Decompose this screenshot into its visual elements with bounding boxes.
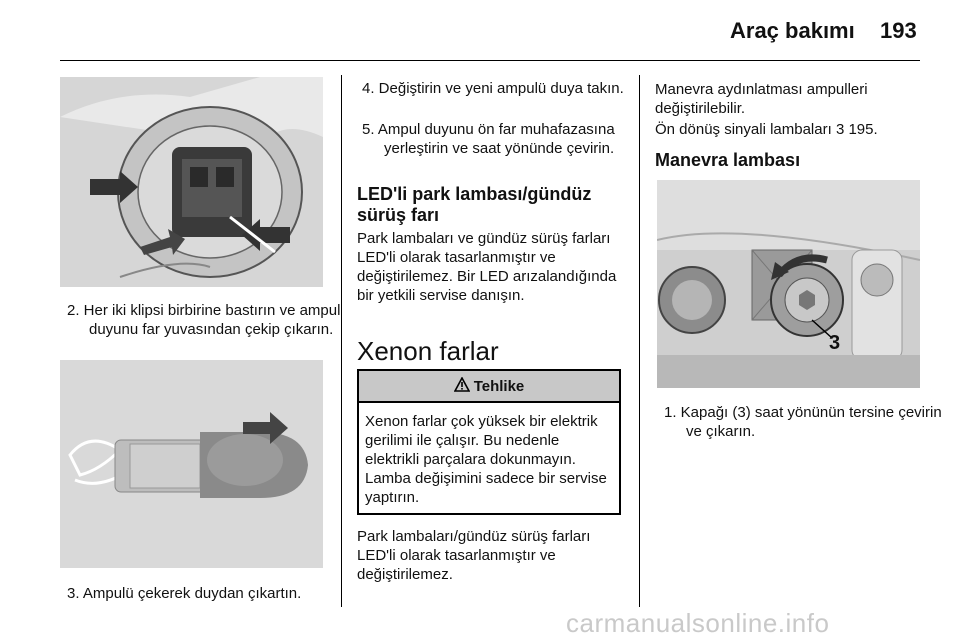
led-section-heading: LED'li park lambası/gündüz sürüş farı [357, 184, 592, 225]
warning-text: Xenon farlar çok yüksek bir elektrik gerilimi ile çalışır. Bu nedenle elektrikli parçalara dokunmayın. Lamba değişimini sadece bir servise yaptırın. [365, 413, 607, 506]
figure-callout-label: 3 [829, 332, 841, 354]
column-divider-1 [341, 75, 342, 607]
xenon-heading: Xenon farlar [357, 336, 499, 366]
park-light-text: Park lambaları/gündüz sürüş farları LED'li olarak tasarlanmıştır ve değiştirilemez. [357, 528, 591, 583]
intro-text: Manevra aydınlatması ampulleri değiştirilebilir. [655, 81, 868, 117]
page-reference-arrow-icon: 3 [835, 121, 845, 138]
step-1-text: 1. Kapağı (3) saat yönünün tersine çevirin ve çıkarın. [664, 404, 942, 440]
cross-reference-page[interactable]: 195. [848, 121, 878, 138]
warning-header [359, 371, 619, 403]
warning-title: Tehlike [473, 377, 525, 395]
cross-reference-label: Ön dönüş sinyali lambaları [655, 121, 832, 138]
watermark: carmanualsonline.info [566, 608, 830, 638]
warning-triangle-icon [454, 377, 470, 396]
step-4-text: 4. Değiştirin ve yeni ampulü duya takın. [362, 80, 624, 97]
cornering-light-heading: Manevra lambası [655, 150, 801, 170]
danger-warning-box [357, 369, 621, 515]
led-section-text: Park lambaları ve gündüz sürüş farları LED'li olarak tasarlanmıştır ve değiştirilemez. Bir LED arızalandığında bir yetkili servise danışın. [357, 230, 617, 304]
step-3-text: 3. Ampulü çekerek duydan çıkartın. [67, 585, 302, 602]
step-2-text: 2. Her iki klipsi birbirine bastırın ve ampul duyunu far yuvasından çekip çıkarın. [67, 302, 341, 338]
header-rule [60, 60, 920, 61]
page-header-title: Araç bakımı [730, 18, 855, 43]
page-number: 193 [880, 18, 917, 43]
bulb-removal-illustration [60, 360, 323, 568]
step-5-text: 5. Ampul duyunu ön far muhafazasına yerleştirin ve saat yönünde çevirin. [362, 121, 615, 157]
bulb-socket-clips-illustration [60, 77, 323, 287]
cornering-light-cap-illustration [657, 180, 920, 388]
cross-reference [655, 120, 920, 139]
